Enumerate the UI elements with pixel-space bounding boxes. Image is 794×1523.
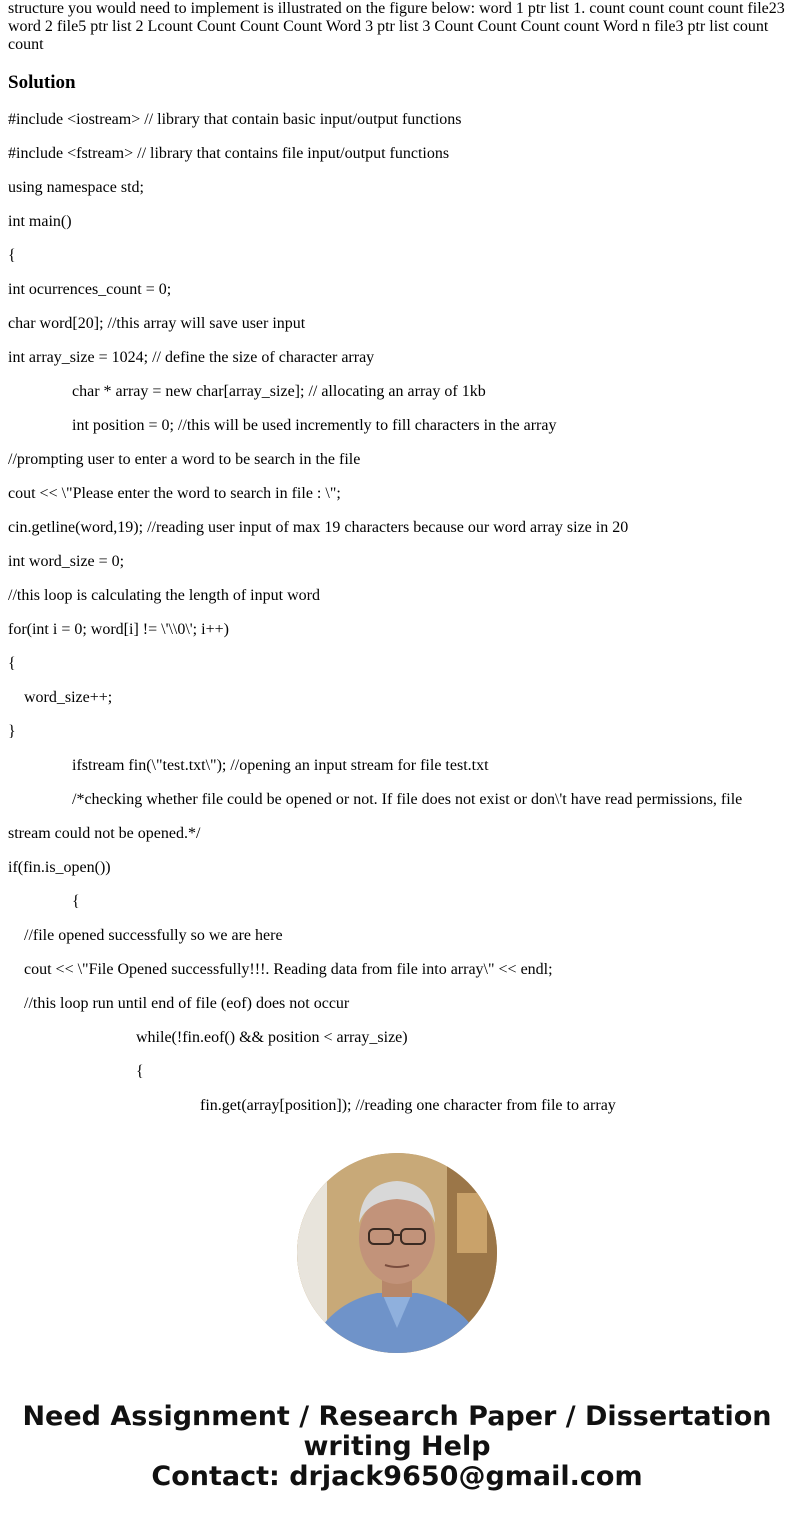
code-line: int main() [8,213,72,230]
code-line: int array_size = 1024; // define the size of character array [8,349,375,366]
code-line: fin.get(array[position]); //reading one character from file to array [200,1097,616,1114]
code-line: char word[20]; //this array will save user input [8,315,306,332]
code-line: int position = 0; //this will be used incremently to fill characters in the array [72,417,557,434]
code-line: //file opened successfully so we are here [24,927,283,944]
code-line: //prompting user to enter a word to be search in the file [8,451,361,468]
promo-line-2: writing Help [303,1431,491,1462]
author-avatar [297,1153,497,1353]
code-line: { [136,1063,144,1080]
code-line: //this loop run until end of file (eof) does not occur [24,995,350,1012]
code-line: cin.getline(word,19); //reading user input of max 19 characters because our word array size in 20 [8,519,629,536]
code-line: stream could not be opened.*/ [8,825,201,842]
code-line: { [8,655,16,672]
code-line: int ocurrences_count = 0; [8,281,172,298]
code-line: word_size++; [24,689,113,706]
code-line: int word_size = 0; [8,553,125,570]
code-line: while(!fin.eof() && position < array_size) [136,1029,408,1046]
code-line: { [8,247,16,264]
code-line: #include <fstream> // library that contains file input/output functions [8,145,450,162]
code-line: ifstream fin(\"test.txt\"); //opening an input stream for file test.txt [72,757,489,774]
code-line: #include <iostream> // library that contain basic input/output functions [8,111,462,128]
code-line: if(fin.is_open()) [8,859,111,876]
code-line: using namespace std; [8,179,144,196]
code-line: /*checking whether file could be opened or not. If file does not exist or don\'t have read permissions, file [72,791,743,808]
intro-paragraph: structure you would need to implement is illustrated on the figure below: word 1 ptr list 1. count count count count file23 word 2 file5 ptr list 2 Lcount Count Count Count Word 3 ptr list 3 Count Count Count count Word n file3 ptr list count count [8,0,785,53]
promo-contact: Contact: drjack9650@gmail.com [151,1461,643,1492]
code-line: { [72,893,80,910]
code-line: cout << \"Please enter the word to search in file : \"; [8,485,341,502]
code-line: for(int i = 0; word[i] != \'\\0\'; i++) [8,621,229,638]
promo-banner [0,1402,794,1492]
code-line: } [8,723,16,740]
code-line: //this loop is calculating the length of input word [8,587,320,604]
code-line: cout << \"File Opened successfully!!!. Reading data from file into array\" << endl; [24,961,553,978]
code-line: char * array = new char[array_size]; // allocating an array of 1kb [72,383,486,400]
promo-line-1: Need Assignment / Research Paper / Dissertation [22,1401,772,1432]
solution-heading: Solution [8,72,76,93]
solution-code-block [8,110,788,1130]
